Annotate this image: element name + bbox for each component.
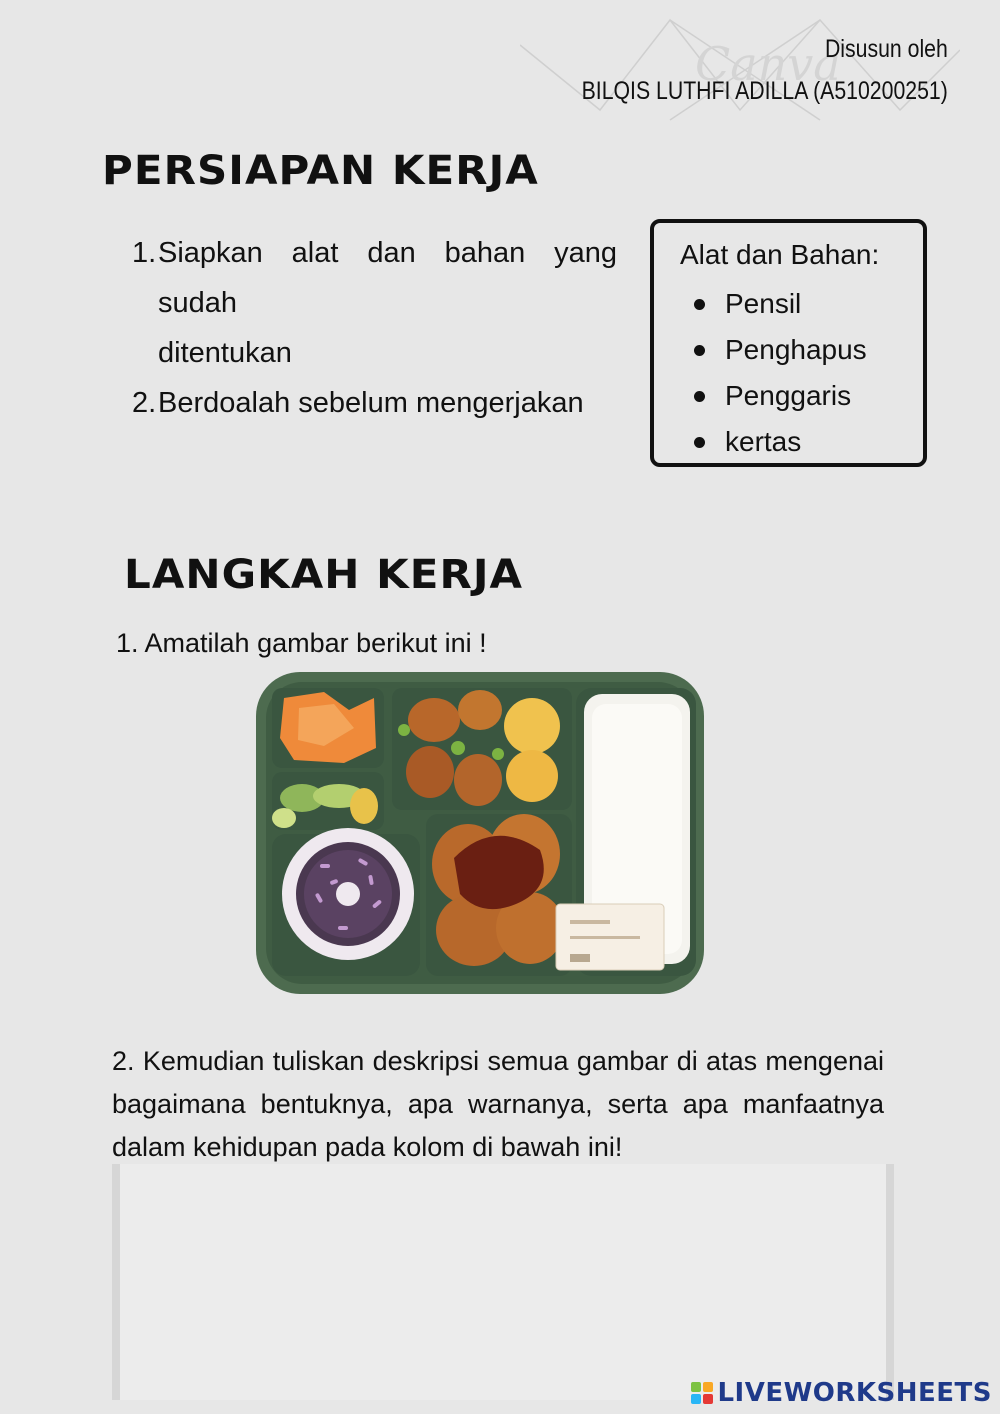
author-block <box>582 28 948 112</box>
bullet-icon <box>694 299 705 310</box>
liveworksheets-logo-icon <box>691 1382 713 1404</box>
tools-box <box>650 219 927 467</box>
bullet-icon <box>694 345 705 356</box>
tools-list <box>694 281 867 465</box>
bullet-icon <box>694 391 705 402</box>
list-item: Penghapus <box>694 327 867 373</box>
svg-text:Canva: Canva <box>695 37 841 91</box>
bullet-icon <box>694 437 705 448</box>
instruction-1: 1. Amatilah gambar berikut ini ! <box>116 628 487 658</box>
answer-area <box>112 1164 894 1400</box>
step-text: Siapkan alat dan bahan yang sudah <box>158 237 617 319</box>
tools-heading: Alat dan Bahan: <box>680 239 880 270</box>
section-title-langkah: LANGKAH KERJA <box>124 552 524 598</box>
author-name: BILQIS LUTHFI ADILLA (A510200251) <box>581 77 948 105</box>
bento-box-illustration <box>254 668 706 998</box>
preparation-steps <box>132 228 617 428</box>
list-item: kertas <box>694 419 867 465</box>
step-text: Berdoalah sebelum mengerjakan <box>158 387 584 419</box>
step-number: 2. <box>132 387 157 419</box>
brand-label: LIVEWORKSHEETS <box>717 1378 992 1408</box>
list-item: Penggaris <box>694 373 867 419</box>
author-label: Disusun oleh <box>825 35 948 63</box>
step-item <box>132 378 617 428</box>
list-item: Pensil <box>694 281 867 327</box>
section-title-persiapan: PERSIAPAN KERJA <box>102 148 539 194</box>
step-number: 1. <box>132 237 157 269</box>
liveworksheets-logo <box>691 1378 992 1408</box>
step-text-continued: ditentukan <box>158 337 292 369</box>
instruction-2: 2. Kemudian tuliskan deskripsi semua gambar di atas mengenai bagaimana bentuknya, apa warnanya, serta apa manfaatnya dalam kehidupan pada kolom di bawah ini! <box>112 1046 884 1162</box>
answer-input[interactable] <box>120 1164 886 1400</box>
step-item <box>132 228 617 328</box>
